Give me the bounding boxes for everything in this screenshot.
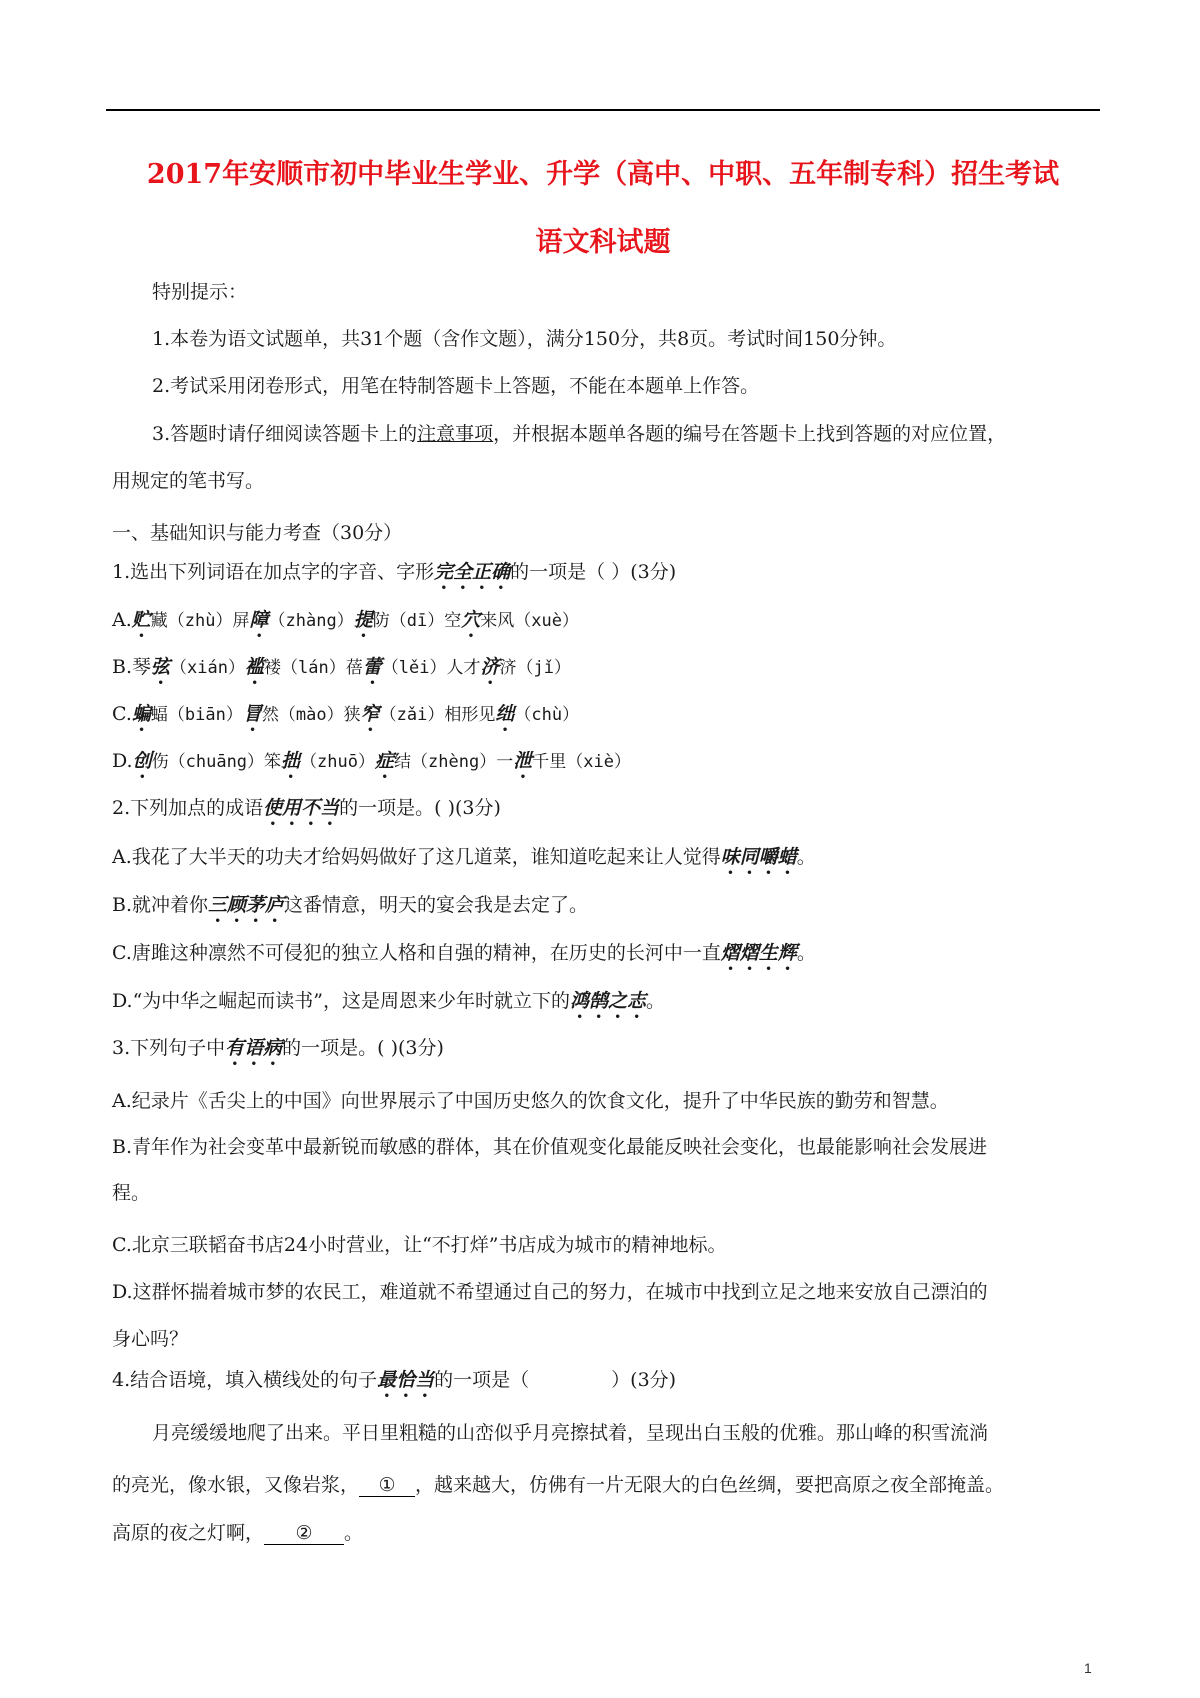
notice-item-3: 3.答题时请仔细阅读答题卡上的注意事项，并根据本题单各题的编号在答题卡上找到答题的对应位置， [152,423,1007,445]
exam-title: 2017年安顺市初中毕业生学业、升学（高中、中职、五年制专科）招生考试 [146,159,1060,190]
notice-underlined-text: 注意事项 [417,423,494,445]
q2-option-d: D.“为中华之崛起而读书”，这是周恩来少年时就立下的鸿鹄之志。 [112,990,666,1012]
q1-option-a: A.贮藏（zhù）屏障（zhàng）提防（dī）空穴来风（xuè） [112,609,579,631]
q3-option-a: A.纪录片《舌尖上的中国》向世界展示了中国历史悠久的饮食文化，提升了中华民族的勤劳和智慧。 [112,1090,949,1112]
q1-option-b: B.琴弦（xián）褴褛（lán）蓓蕾（lěi）人才济济（jǐ） [112,656,571,678]
notice-item-3-cont: 用规定的笔书写。 [112,470,265,492]
q3-stem: 3.下列句子中有语病的一项是。( )(3分) [112,1037,444,1059]
q4-passage-line-3: 高原的夜之灯啊， ② 。 [112,1522,364,1544]
header-rule [106,109,1100,111]
section-heading: 一、基础知识与能力考查（30分） [112,522,403,544]
notice-heading: 特别提示： [152,281,248,303]
q4-stem: 4.结合语境，填入横线处的句子最恰当的一项是（ ）(3分) [112,1369,677,1391]
q4-passage-line-2: 的亮光，像水银，又像岩浆， ① ，越来越大，仿佛有一片无限大的白色丝绸，要把高原之夜全部掩盖。 [112,1474,1005,1496]
q2-option-c: C.唐雎这种凛然不可侵犯的独立人格和自强的精神，在历史的长河中一直熠熠生辉。 [112,942,816,964]
q2-option-a: A.我花了大半天的功夫才给妈妈做好了这几道菜，谁知道吃起来让人觉得味同嚼蜡。 [112,846,816,868]
blank-2: ② [264,1522,344,1545]
q3-option-d: D.这群怀揣着城市梦的农民工，难道就不希望通过自己的努力，在城市中找到立足之地来安放自己漂泊的 [112,1281,988,1303]
blank-1: ① [359,1474,415,1497]
q3-option-b-cont: 程。 [112,1182,151,1204]
q1-stem: 1.选出下列词语在加点字的字音、字形完全正确的一项是（ ）(3分) [112,561,677,583]
q3-option-b: B.青年作为社会变革中最新锐而敏感的群体，其在价值观变化最能反映社会变化，也最能影响社会发展进 [112,1136,988,1158]
q2-stem: 2.下列加点的成语使用不当的一项是。( )(3分) [112,797,501,819]
q4-passage-line-1: 月亮缓缓地爬了出来。平日里粗糙的山峦似乎月亮擦拭着，呈现出白玉般的优雅。那山峰的积雪流淌 [152,1422,989,1444]
notice-item-1: 1.本卷为语文试题单，共31个题（含作文题），满分150分，共8页。考试时间150分钟。 [152,328,897,350]
q3-option-c: C.北京三联韬奋书店24小时营业，让“不打烊”书店成为城市的精神地标。 [112,1234,727,1256]
q3-option-d-cont: 身心吗？ [112,1328,189,1350]
q2-option-b: B.就冲着你三顾茅庐这番情意，明天的宴会我是去定了。 [112,894,589,916]
page-number: 1 [1084,1660,1092,1676]
exam-subtitle: 语文科试题 [535,227,671,258]
q1-option-c: C.蝙蝠（biān）冒然（mào）狭窄（zǎi）相形见绌（chù） [112,703,580,725]
notice-item-2: 2.考试采用闭卷形式，用笔在特制答题卡上答题，不能在本题单上作答。 [152,375,760,397]
q1-option-d: D.创伤（chuāng）笨拙（zhuō）症结（zhèng）一泄千里（xiè） [112,750,631,772]
